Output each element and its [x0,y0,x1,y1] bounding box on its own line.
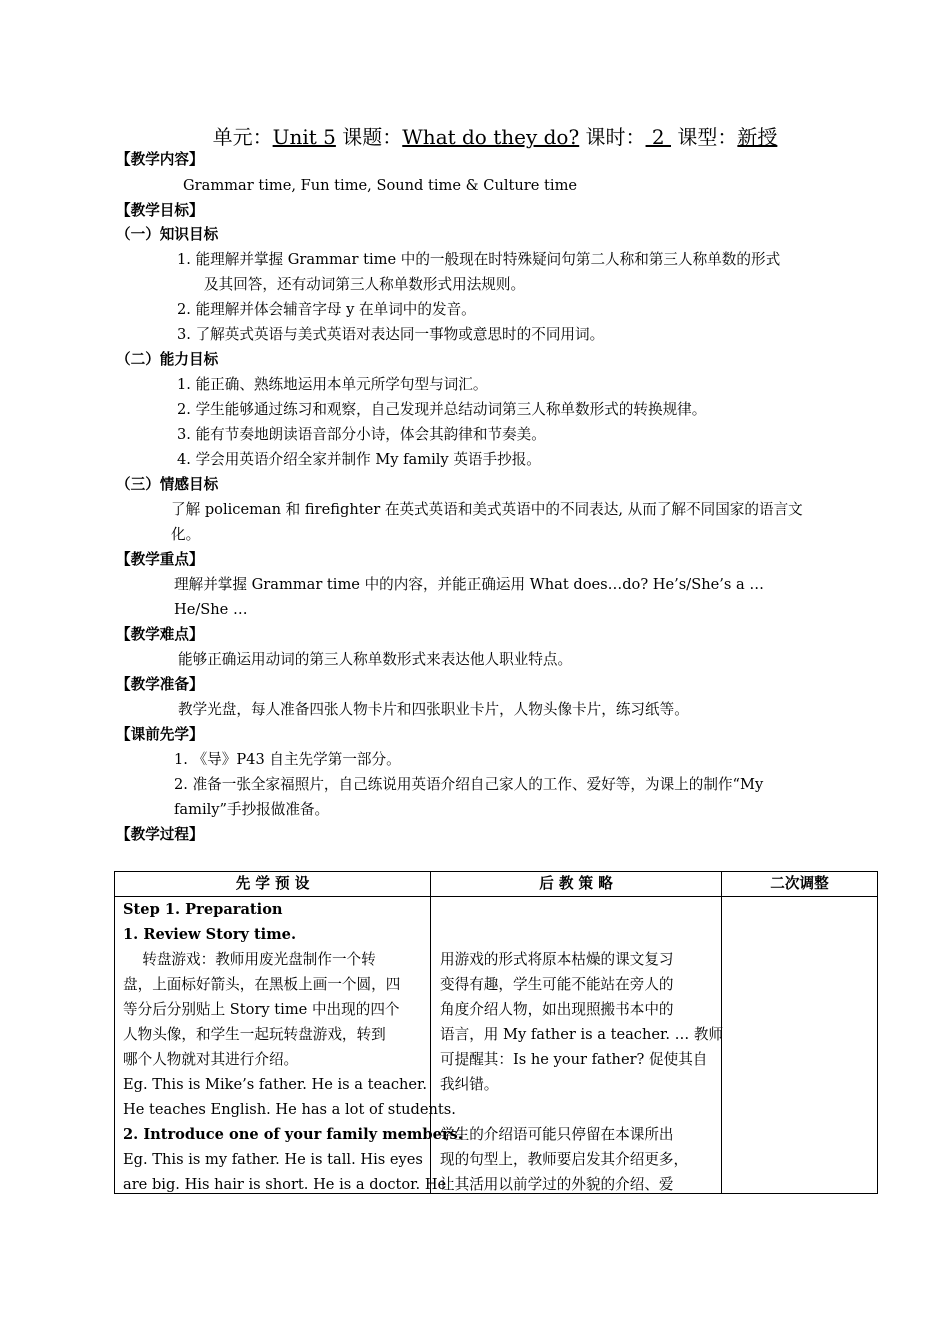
pre-study-item-1: 1. 《导》P43 自主先学第一部分。 [174,751,401,768]
cell-line: 现的句型上，教师要启发其介绍更多， [440,1151,689,1168]
preparation-heading: 【教学准备】 [116,676,204,693]
review-heading: 1. Review Story time. [123,926,297,943]
cell-line: 可提醒其：Is he your father? 促使其自 [440,1051,708,1068]
cell-line: 学生的介绍语可能只停留在本课所出 [440,1126,674,1143]
cell-line: 哪个人物就对其进行介绍。 [123,1051,299,1068]
cell-line: 角度介绍人物，如出现照搬书本中的 [440,1001,674,1018]
topic-label: 课题： [342,125,403,149]
key-points-text-cont: He/She … [174,601,248,618]
cell-line: are big. His hair is short. He is a doctor. He [123,1176,447,1193]
cell-line: 转盘游戏：教师用废光盘制作一个转 [123,951,376,968]
goals-heading: 【教学目标】 [116,202,204,219]
emotion-text-cont: 化。 [171,526,201,543]
type-value: 新授 [737,125,778,149]
cell-line: 语言，用 My father is a teacher. … 教师 [440,1026,724,1043]
unit-value: Unit 5 [272,125,336,149]
table-header-row [115,872,878,897]
cell-line: 等分后分别贴上 Story time 中出现的四个 [123,1001,400,1018]
cell-line: Eg. This is my father. He is tall. His eyes [123,1151,423,1168]
adjustment-cell [722,897,878,1194]
type-label: 课型： [677,125,738,149]
ability-item-3: 3. 能有节奏地朗读语音部分小诗，体会其韵律和节奏美。 [177,426,546,443]
difficult-points-text: 能够正确运用动词的第三人称单数形式来表达他人职业特点。 [178,651,573,668]
difficult-points-heading: 【教学难点】 [116,626,204,643]
knowledge-item-2: 2. 能理解并体会辅音字母 y 在单词中的发音。 [177,301,476,318]
pre-study-heading: 【课前先学】 [116,726,204,743]
process-heading: 【教学过程】 [116,826,204,843]
col-adjust-header: 二次调整 [722,872,878,897]
content-heading: 【教学内容】 [116,151,204,168]
cell-line: He teaches English. He has a lot of students. [123,1101,456,1118]
cell-line: 盘，上面标好箭头，在黑板上画一个圆，四 [123,976,401,993]
key-points-text: 理解并掌握 Grammar time 中的内容，并能正确运用 What does…do? He’s/She’s a … [174,576,764,593]
ability-item-4: 4. 学会用英语介绍全家并制作 My family 英语手抄报。 [177,451,541,468]
strategy-cell [431,897,722,1194]
knowledge-item-1: 1. 能理解并掌握 Grammar time 中的一般现在时特殊疑问句第二人称和第三人称单数的形式 [177,251,781,268]
knowledge-heading: （一）知识目标 [116,226,219,243]
pre-study-cell [115,897,463,1194]
table-row [115,897,878,1194]
period-label: 课时： [585,125,646,149]
topic-value: What do they do? [402,125,580,149]
col-strategy-header: 后 教 策 略 [431,872,722,897]
pre-study-item-2-cont: family”手抄报做准备。 [174,801,330,818]
col-pre-study-header: 先 学 预 设 [115,872,431,897]
ability-item-1: 1. 能正确、熟练地运用本单元所学句型与词汇。 [177,376,488,393]
preparation-text: 教学光盘，每人准备四张人物卡片和四张职业卡片，人物头像卡片，练习纸等。 [178,701,689,718]
key-points-heading: 【教学重点】 [116,551,204,568]
cell-line: Eg. This is Mike’s father. He is a teacher. [123,1076,428,1093]
emotion-heading: （三）情感目标 [116,476,219,493]
introduce-heading: 2. Introduce one of your family members. [123,1126,463,1143]
emotion-text: 了解 policeman 和 firefighter 在英式英语和美式英语中的不同表达, 从而了解不同国家的语言文 [171,501,803,518]
ability-item-2: 2. 学生能够通过练习和观察，自己发现并总结动词第三人称单数形式的转换规律。 [177,401,707,418]
cell-line: 人物头像，和学生一起玩转盘游戏，转到 [123,1026,386,1043]
knowledge-item-3: 3. 了解英式英语与美式英语对表达同一事物或意思时的不同用词。 [177,326,605,343]
pre-study-item-2: 2. 准备一张全家福照片，自己练说用英语介绍自己家人的工作、爱好等，为课上的制作“My [174,776,764,793]
cell-line: 变得有趣，学生可能不能站在旁人的 [440,976,674,993]
cell-line: 用游戏的形式将原本枯燥的课文复习 [440,951,674,968]
unit-label: 单元： [212,125,273,149]
content-text: Grammar time, Fun time, Sound time & Culture time [183,177,578,194]
step-heading: Step 1. Preparation [123,901,283,918]
cell-line: 我纠错。 [440,1076,499,1093]
ability-heading: （二）能力目标 [116,351,219,368]
knowledge-item-1-cont: 及其回答，还有动词第三人称单数形式用法规则。 [204,276,526,293]
lesson-header [0,122,950,152]
cell-line: 让其活用以前学过的外貌的介绍、爱 [440,1176,674,1193]
teaching-process-table [114,871,878,1194]
period-value: 2 [645,125,671,149]
